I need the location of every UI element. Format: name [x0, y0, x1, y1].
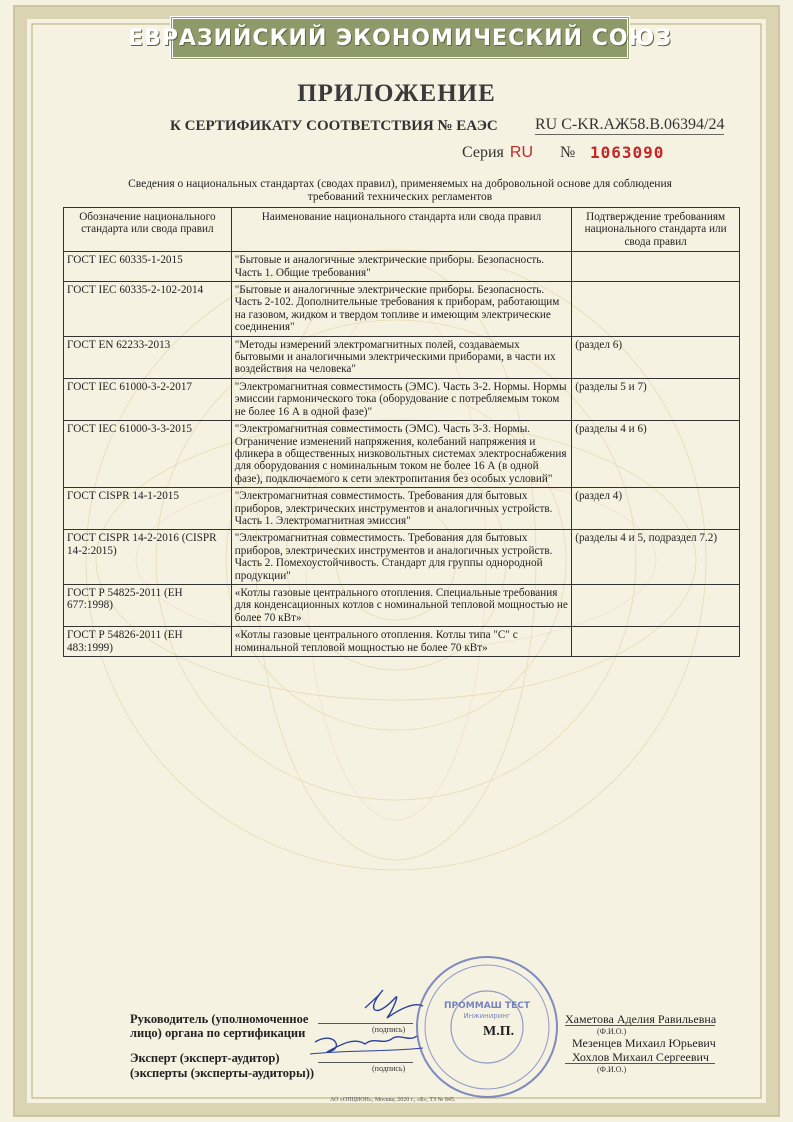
- expert-name-1: Мезенцев Михаил Юрьевич: [572, 1036, 716, 1050]
- table-row: [64, 336, 740, 378]
- cell-name: "Методы измерений электромагнитных полей, создаваемых бытовыми и аналогичными электрическими приборами, в части их воздействия на человека": [231, 336, 572, 378]
- header-code: Обозначение национального стандарта или свода правил: [64, 208, 232, 252]
- stamp-text: ПРОММАШ ТЕСТ: [444, 1001, 530, 1011]
- header-confirm: Подтверждение требованиям национального стандарта или свода правил: [572, 208, 740, 252]
- cell-confirm: (разделы 4 и 5, подраздел 7.2): [572, 530, 740, 585]
- podpis-label-1: (подпись): [372, 1025, 406, 1034]
- certificate-number: RU C-KR.АЖ58.В.06394/24: [535, 116, 725, 133]
- cell-code: ГОСТ EN 62233-2013: [64, 336, 232, 378]
- intro-text: Сведения о национальных стандартах (сводах правил), применяемых на добровольной основе для соблюдения требований технических регламентов: [128, 178, 672, 203]
- head-label-line2: лицо) органа по сертификации: [130, 1026, 306, 1040]
- cell-code: ГОСТ IEC 61000-3-3-2015: [64, 421, 232, 488]
- series-label: Серия: [462, 144, 504, 161]
- cell-name: «Котлы газовые центрального отопления. Котлы типа "С" с номинальной тепловой мощностью не более 70 кВт»: [231, 627, 572, 657]
- cell-confirm: [572, 282, 740, 337]
- cell-name: "Электромагнитная совместимость. Требования для бытовых приборов, электрических инструментов и аналогичных устройств. Часть 2. Помехоустойчивость. Стандарт для группы однородной продукции": [231, 530, 572, 585]
- seal-place-label: М.П.: [483, 1024, 515, 1039]
- cell-confirm: (раздел 4): [572, 488, 740, 530]
- cell-confirm: (разделы 4 и 6): [572, 421, 740, 488]
- table-row: [64, 282, 740, 337]
- cell-name: "Бытовые и аналогичные электрические приборы. Безопасность. Часть 1. Общие требования": [231, 252, 572, 282]
- blank-number: 1063090: [590, 143, 665, 162]
- expert-name-line: [565, 1063, 715, 1064]
- cell-confirm: [572, 584, 740, 626]
- series-line: [462, 143, 665, 162]
- number-sign: №: [560, 144, 576, 161]
- cell-code: ГОСТ CISPR 14-2-2016 (CISPR 14-2:2015): [64, 530, 232, 585]
- head-name-line: [565, 1025, 715, 1026]
- cell-name: "Электромагнитная совместимость (ЭМС). Часть 3-2. Нормы. Нормы эмиссии гармонического тока (оборудование с потребляемым током не более 16 А в одной фазе)": [231, 378, 572, 420]
- cell-confirm: (раздел 6): [572, 336, 740, 378]
- cell-name: "Электромагнитная совместимость (ЭМС). Часть 3-3. Нормы. Ограничение изменений напряжения, колебаний напряжения и фликера в общественных низковольтных системах электроснабжения для оборудования с номинальным током не более 16 А (в одной фазе), подключаемого к сети электропитания без особых условий": [231, 421, 572, 488]
- cell-code: ГОСТ IEC 61000-3-2-2017: [64, 378, 232, 420]
- cell-code: ГОСТ IEC 60335-1-2015: [64, 252, 232, 282]
- table-header-row: [64, 208, 740, 252]
- expert-label-line1: Эксперт (эксперт-аудитор): [130, 1051, 280, 1065]
- eaeu-banner: [128, 16, 672, 60]
- cell-code: ГОСТ Р 54826-2011 (ЕН 483:1999): [64, 627, 232, 657]
- table-row: [64, 627, 740, 657]
- banner-text: ЕВРАЗИЙСКИЙ ЭКОНОМИЧЕСКИЙ СОЮЗ: [128, 25, 672, 51]
- printer-footer: АО «ОПЦИОН», Москва, 2020 г., «Б», ТЗ № 845.: [330, 1097, 456, 1103]
- cell-name: "Бытовые и аналогичные электрические приборы. Безопасность. Часть 2-102. Дополнительные требования к приборам, работающим на газовом, жидком и твердом топливе и имеющим электрические соединения": [231, 282, 572, 337]
- header-name: Наименование национального стандарта или свода правил: [231, 208, 572, 252]
- cell-code: ГОСТ CISPR 14-1-2015: [64, 488, 232, 530]
- head-name: Хаметова Аделия Равильевна: [565, 1012, 717, 1026]
- podpis-label-2: (подпись): [372, 1064, 406, 1073]
- cell-code: ГОСТ Р 54825-2011 (ЕН 677:1998): [64, 584, 232, 626]
- series-code: RU: [509, 144, 533, 161]
- head-label-line1: Руководитель (уполномоченное: [130, 1012, 309, 1026]
- table-row: [64, 530, 740, 585]
- standards-table: [63, 207, 740, 657]
- cell-confirm: [572, 252, 740, 282]
- cell-name: "Электромагнитная совместимость. Требования для бытовых приборов, электрических инструментов и аналогичных устройств. Часть 1. Электромагнитная эмиссия": [231, 488, 572, 530]
- table-row: [64, 584, 740, 626]
- table-row: [64, 252, 740, 282]
- expert-name-2: Хохлов Михаил Сергеевич: [572, 1050, 709, 1064]
- page-title: ПРИЛОЖЕНИЕ: [297, 80, 496, 107]
- certificate-label: К СЕРТИФИКАТУ СООТВЕТСТВИЯ № ЕАЭС: [170, 118, 498, 134]
- organization-stamp: [412, 952, 562, 1102]
- table-row: [64, 488, 740, 530]
- cell-code: ГОСТ IEC 60335-2-102-2014: [64, 282, 232, 337]
- fio-label-2: (Ф.И.О.): [597, 1065, 627, 1074]
- cell-confirm: (разделы 5 и 7): [572, 378, 740, 420]
- fio-label-1: (Ф.И.О.): [597, 1027, 627, 1036]
- stamp-subtext: Инжиниринг: [463, 1012, 511, 1020]
- expert-label-line2: (эксперты (эксперты-аудиторы)): [130, 1066, 315, 1080]
- table-row: [64, 421, 740, 488]
- cell-name: «Котлы газовые центрального отопления. Специальные требования для конденсационных котлов с номинальной тепловой мощностью не более 70 кВт»: [231, 584, 572, 626]
- cell-confirm: [572, 627, 740, 657]
- table-row: [64, 378, 740, 420]
